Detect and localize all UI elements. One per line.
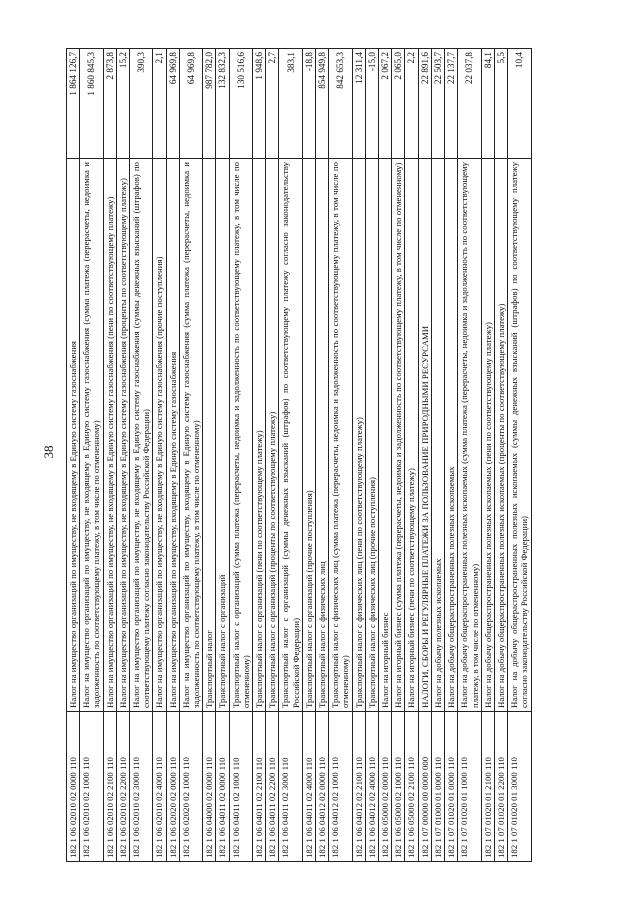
description-cell: Налог на добычу полезных ископаемых bbox=[431, 159, 444, 712]
table-row bbox=[445, 49, 458, 862]
amount-cell: 842 653,3 bbox=[329, 49, 352, 159]
description-cell: Транспортный налог с физических лиц (пени по соответствующему платежу) bbox=[352, 159, 365, 712]
amount-cell: 1 864 126,7 bbox=[67, 49, 80, 159]
code-cell: 182 1 06 04011 02 4000 110 bbox=[302, 712, 315, 862]
amount-cell: 1 948,6 bbox=[253, 49, 266, 159]
description-cell: Транспортный налог с организаций (пени по соответствующему платежу) bbox=[253, 159, 266, 712]
description-cell: Транспортный налог с организаций (сумма платежа (перерасчеты, недоимка и задолженность по соответствующему платежу, в том числе по отмененному) bbox=[229, 159, 252, 712]
code-cell: 182 1 06 04012 02 2100 110 bbox=[352, 712, 365, 862]
budget-table-body bbox=[67, 49, 532, 862]
table-row bbox=[418, 49, 431, 862]
amount-cell: 2 065,0 bbox=[392, 49, 405, 159]
table-row bbox=[316, 49, 329, 862]
table-row bbox=[379, 49, 392, 862]
code-cell: 182 1 06 04000 02 0000 110 bbox=[203, 712, 216, 862]
table-row bbox=[508, 49, 531, 862]
description-cell: Транспортный налог с физических лиц (сумма платежа (перерасчеты, недоимка и задолженность по соответствующему платежу, в том числе по отмененному) bbox=[329, 159, 352, 712]
table-row bbox=[392, 49, 405, 862]
description-cell: Транспортный налог с физических лиц bbox=[316, 159, 329, 712]
table-row bbox=[203, 49, 216, 862]
amount-cell: 22 037,8 bbox=[458, 49, 481, 159]
code-cell: 182 1 07 01020 01 3000 110 bbox=[508, 712, 531, 862]
description-cell: Транспортный налог с физических лиц (прочие поступления) bbox=[365, 159, 378, 712]
amount-cell: 64 969,8 bbox=[166, 49, 179, 159]
description-cell: Налог на игорный бизнес (пени по соответствующему платежу) bbox=[405, 159, 418, 712]
description-cell: Транспортный налог с организаций (прочие поступления) bbox=[302, 159, 315, 712]
table-row bbox=[130, 49, 153, 862]
description-cell: Налог на имущество организаций по имуществу, не входящему в Единую систему газоснабжения (проценты по соответствующему платежу) bbox=[116, 159, 129, 712]
code-cell: 182 1 06 02020 02 1000 110 bbox=[179, 712, 202, 862]
code-cell: 182 1 06 05000 02 1000 110 bbox=[392, 712, 405, 862]
description-cell: Налог на имущество организаций по имуществу, не входящему в Единую систему газоснабжения (пени по соответствующему платежу) bbox=[103, 159, 116, 712]
table-row bbox=[302, 49, 315, 862]
code-cell: 182 1 06 05000 02 2100 110 bbox=[405, 712, 418, 862]
table-row bbox=[431, 49, 444, 862]
code-cell: 182 1 06 02010 02 4000 110 bbox=[153, 712, 166, 862]
description-cell: Налог на имущество организаций по имуществу, не входящему в Единую систему газоснабжения (сумма платежа (перерасчеты, недоимка и задолженность по соответствующему платежу, в том числе по отмененному) bbox=[80, 159, 103, 712]
code-cell: 182 1 07 01000 01 0000 110 bbox=[431, 712, 444, 862]
description-cell: Транспортный налог с организаций bbox=[216, 159, 229, 712]
code-cell: 182 1 06 05000 02 0000 110 bbox=[379, 712, 392, 862]
amount-cell: 2,7 bbox=[266, 49, 279, 159]
amount-cell: 5,5 bbox=[494, 49, 507, 159]
description-cell: НАЛОГИ, СБОРЫ И РЕГУЛЯРНЫЕ ПЛАТЕЖИ ЗА ПОЛЬЗОВАНИЕ ПРИРОДНЫМИ РЕСУРСАМИ bbox=[418, 159, 431, 712]
table-row bbox=[179, 49, 202, 862]
code-cell: 182 1 07 01020 01 2200 110 bbox=[494, 712, 507, 862]
table-row bbox=[279, 49, 302, 862]
table-row bbox=[266, 49, 279, 862]
table-row bbox=[80, 49, 103, 862]
description-cell: Налог на имущество организаций по имуществу, не входящему в Единую систему газоснабжения bbox=[67, 159, 80, 712]
code-cell: 182 1 06 04012 02 1000 110 bbox=[329, 712, 352, 862]
amount-cell: 987 782,0 bbox=[203, 49, 216, 159]
table-row bbox=[352, 49, 365, 862]
rotated-table-wrapper bbox=[66, 49, 636, 862]
description-cell: Налог на добычу общераспространенных полезных ископаемых (проценты по соответствующему платежу) bbox=[494, 159, 507, 712]
amount-cell: 84,1 bbox=[481, 49, 494, 159]
table-row bbox=[216, 49, 229, 862]
code-cell: 182 1 07 01020 01 0000 110 bbox=[445, 712, 458, 862]
code-cell: 182 1 06 02010 02 1000 110 bbox=[80, 712, 103, 862]
amount-cell: 10,4 bbox=[508, 49, 531, 159]
table-row bbox=[67, 49, 80, 862]
amount-cell: 64 969,8 bbox=[179, 49, 202, 159]
amount-cell: 383,1 bbox=[279, 49, 302, 159]
table-row bbox=[405, 49, 418, 862]
description-cell: Налог на добычу общераспространенных полезных ископаемых (сумма платежа (перерасчеты, недоимка и задолженность по соответствующему платежу, в том числе по отмененному) bbox=[458, 159, 481, 712]
amount-cell: 130 516,6 bbox=[229, 49, 252, 159]
table-row bbox=[253, 49, 266, 862]
description-cell: Налог на имущество организаций по имуществу, входящему в Единую систему газоснабжения (сумма платежа (перерасчеты, недоимка и задолженность по соответствующему платежу, в том числе по отмененному) bbox=[179, 159, 202, 712]
code-cell: 182 1 06 02020 02 0000 110 bbox=[166, 712, 179, 862]
table-row bbox=[481, 49, 494, 862]
description-cell: Транспортный налог с организаций (суммы денежных взысканий (штрафов) по соответствующему платежу согласно законодательству Российской Федерации) bbox=[279, 159, 302, 712]
code-cell: 182 1 06 04011 02 0000 110 bbox=[216, 712, 229, 862]
table-row bbox=[103, 49, 116, 862]
table-row bbox=[166, 49, 179, 862]
table-row bbox=[329, 49, 352, 862]
description-cell: Налог на имущество организаций по имуществу, не входящему в Единую систему газоснабжения (суммы денежных взысканий (штрафов) по соответствующему платежу согласно законодательству Российской Федерации) bbox=[130, 159, 153, 712]
code-cell: 182 1 06 04011 02 2200 110 bbox=[266, 712, 279, 862]
code-cell: 182 1 07 01020 01 2100 110 bbox=[481, 712, 494, 862]
amount-cell: 2,1 bbox=[153, 49, 166, 159]
description-cell: Транспортный налог bbox=[203, 159, 216, 712]
amount-cell: 2 067,2 bbox=[379, 49, 392, 159]
budget-table bbox=[66, 48, 532, 862]
amount-cell: -15,0 bbox=[365, 49, 378, 159]
amount-cell: 1 860 845,3 bbox=[80, 49, 103, 159]
code-cell: 182 1 06 04011 02 1000 110 bbox=[229, 712, 252, 862]
description-cell: Налог на имущество организаций по имуществу, входящему в Единую систему газоснабжения bbox=[166, 159, 179, 712]
amount-cell: 2 873,8 bbox=[103, 49, 116, 159]
amount-cell: 390,3 bbox=[130, 49, 153, 159]
amount-cell: 22 503,7 bbox=[431, 49, 444, 159]
page-number: 38 bbox=[41, 445, 56, 459]
amount-cell: 132 832,3 bbox=[216, 49, 229, 159]
amount-cell: 2,2 bbox=[405, 49, 418, 159]
amount-cell: 854 949,8 bbox=[316, 49, 329, 159]
code-cell: 182 1 06 04011 02 3000 110 bbox=[279, 712, 302, 862]
code-cell: 182 1 06 02010 02 0000 110 bbox=[67, 712, 80, 862]
description-cell: Налог на добычу общераспространенных полезных ископаемых (пени по соответствующему платежу) bbox=[481, 159, 494, 712]
code-cell: 182 1 07 00000 00 0000 000 bbox=[418, 712, 431, 862]
code-cell: 182 1 06 02010 02 2100 110 bbox=[103, 712, 116, 862]
description-cell: Налог на имущество организаций по имуществу, не входящему в Единую систему газоснабжения (прочие поступления) bbox=[153, 159, 166, 712]
description-cell: Налог на игорный бизнес bbox=[379, 159, 392, 712]
code-cell: 182 1 07 01020 01 1000 110 bbox=[458, 712, 481, 862]
code-cell: 182 1 06 04012 02 4000 110 bbox=[365, 712, 378, 862]
amount-cell: -18,8 bbox=[302, 49, 315, 159]
code-cell: 182 1 06 02010 02 3000 110 bbox=[130, 712, 153, 862]
amount-cell: 22 137,7 bbox=[445, 49, 458, 159]
table-row bbox=[494, 49, 507, 862]
code-cell: 182 1 06 04012 02 0000 110 bbox=[316, 712, 329, 862]
table-row bbox=[365, 49, 378, 862]
amount-cell: 22 891,6 bbox=[418, 49, 431, 159]
table-row bbox=[458, 49, 481, 862]
amount-cell: 15,2 bbox=[116, 49, 129, 159]
code-cell: 182 1 06 02010 02 2200 110 bbox=[116, 712, 129, 862]
table-row bbox=[116, 49, 129, 862]
code-cell: 182 1 06 04011 02 2100 110 bbox=[253, 712, 266, 862]
table-row bbox=[229, 49, 252, 862]
description-cell: Налог на добычу общераспространенных полезных ископаемых (суммы денежных взысканий (штрафов) по соответствующему платежу согласно законодательству Российской Федерации) bbox=[508, 159, 531, 712]
description-cell: Налог на игорный бизнес (сумма платежа (перерасчеты, недоимка и задолженность по соответствующему платежу, в том числе по отмененному) bbox=[392, 159, 405, 712]
description-cell: Транспортный налог с организаций (проценты по соответствующему платежу) bbox=[266, 159, 279, 712]
amount-cell: 12 311,4 bbox=[352, 49, 365, 159]
description-cell: Налог на добычу общераспространенных полезных ископаемых bbox=[445, 159, 458, 712]
table-row bbox=[153, 49, 166, 862]
